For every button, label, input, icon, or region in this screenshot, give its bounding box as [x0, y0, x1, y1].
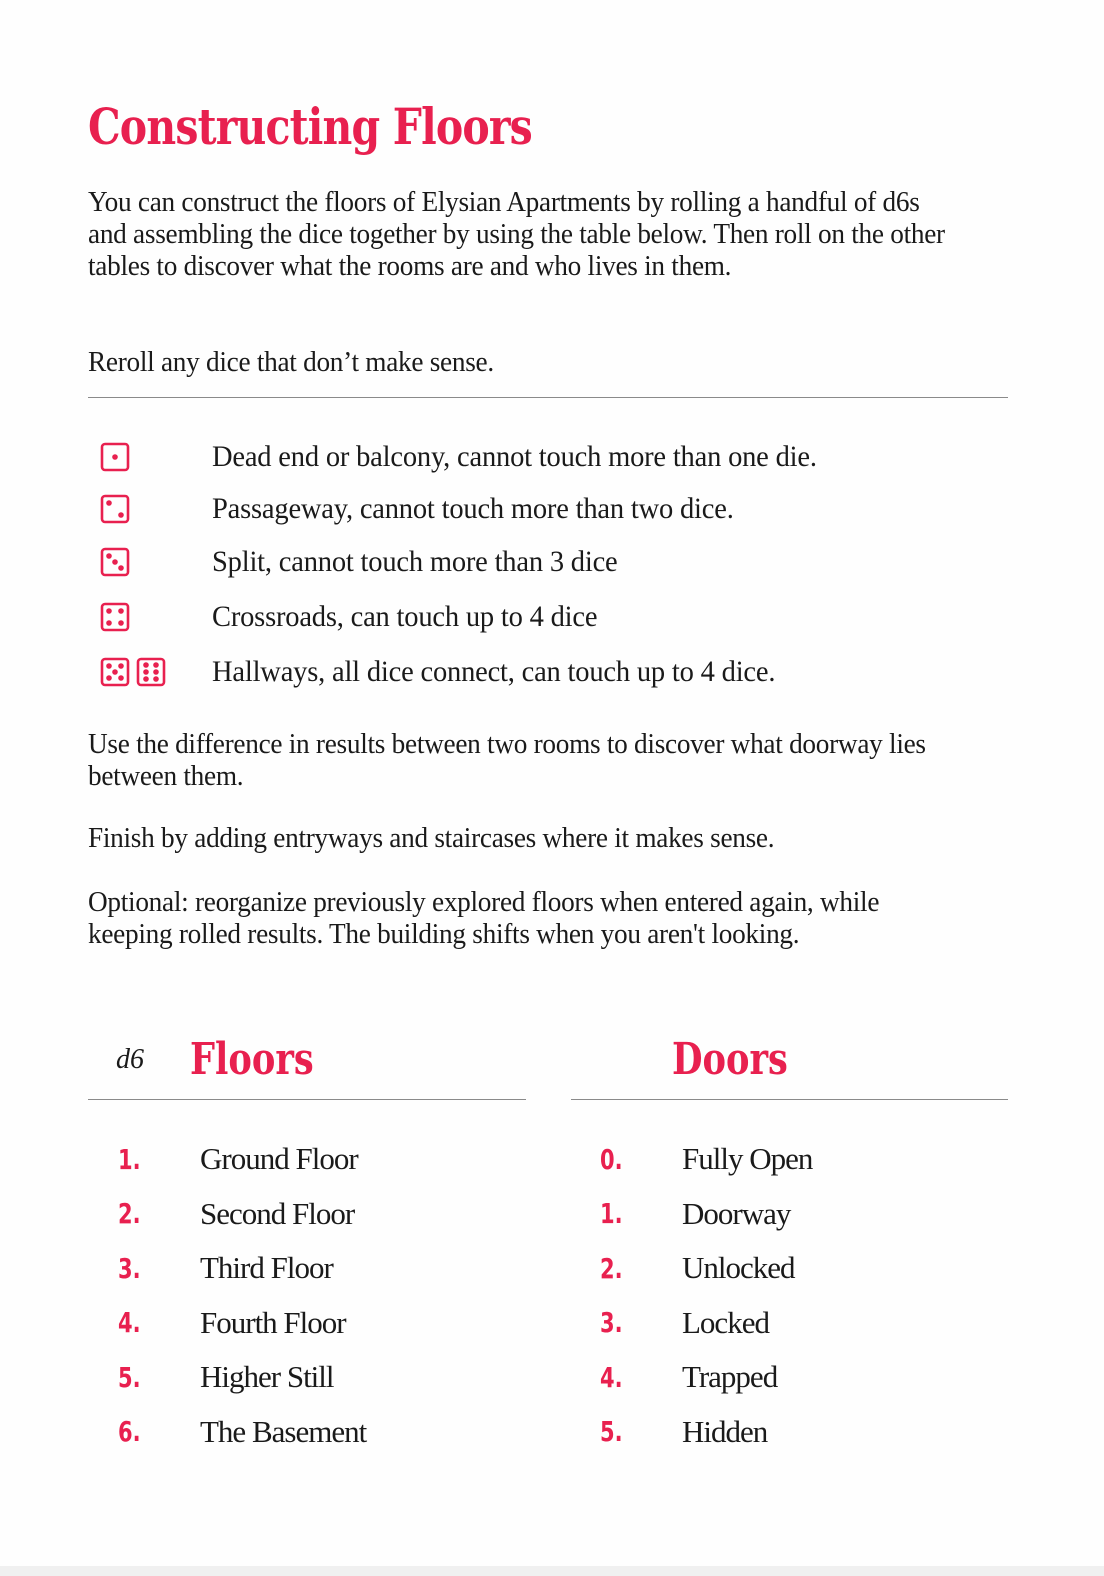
doors-divider: [571, 1099, 1008, 1100]
doors-result-label: Unlocked: [682, 1250, 795, 1286]
dice-table-text: Dead end or balcony, cannot touch more than one die.: [212, 440, 817, 473]
doors-table-row: [600, 1187, 812, 1242]
doors-result-label: Fully Open: [682, 1141, 813, 1177]
die-face-4-icon: [100, 602, 130, 632]
dice-table-row: [100, 489, 761, 529]
doors-roll-number: 3.: [600, 1306, 623, 1340]
floors-table-row: [118, 1241, 366, 1296]
dice-table-row: [100, 652, 805, 692]
die-face-2-icon: [100, 494, 130, 524]
dice-table-row: [100, 597, 618, 637]
die-two-icon: [100, 494, 212, 524]
floors-die-label: d6: [116, 1044, 144, 1075]
die-face-1-icon: [100, 442, 130, 472]
floors-result-label: Ground Floor: [200, 1141, 358, 1177]
doors-roll-number: 1.: [600, 1197, 623, 1231]
doors-table-row: [600, 1132, 812, 1187]
dice-table-row: [100, 542, 639, 582]
dice-table-text: Passageway, cannot touch more than two dice.: [212, 492, 734, 525]
doors-table-row: [600, 1241, 812, 1296]
doors-table-row: [600, 1350, 812, 1405]
optional-paragraph: Optional: reorganize previously explored floors when entered again, while keeping rolled results. The building shifts when you aren't looking.: [88, 886, 880, 950]
page-title: Constructing Floors: [88, 97, 532, 156]
floors-result-label: Higher Still: [200, 1359, 334, 1395]
dice-table-text: Crossroads, can touch up to 4 dice: [212, 600, 598, 633]
floors-table-row: [118, 1350, 366, 1405]
doors-result-label: Trapped: [682, 1359, 778, 1395]
floors-roll-number: 5.: [118, 1360, 141, 1394]
intro-paragraph: You can construct the floors of Elysian Apartments by rolling a handful of d6s and assembling the dice together by using the table below. Then roll on the other tables to discover what the rooms are and who lives in them.: [88, 186, 945, 282]
doors-result-label: Doorway: [682, 1195, 791, 1231]
floors-result-label: The Basement: [200, 1413, 367, 1449]
doors-result-label: Hidden: [682, 1413, 768, 1449]
dice-table-row: [100, 437, 849, 477]
doors-heading: Doors: [672, 1034, 788, 1085]
reroll-paragraph: Reroll any dice that don’t make sense.: [88, 346, 494, 378]
difference-paragraph: Use the difference in results between two rooms to discover what doorway lies between them.: [88, 728, 926, 792]
floors-table-row: [118, 1132, 366, 1187]
floors-result-label: Fourth Floor: [200, 1304, 346, 1340]
floors-roll-number: 4.: [118, 1306, 141, 1340]
die-face-6-icon: [136, 657, 166, 687]
doors-roll-number: 4.: [600, 1360, 623, 1394]
doors-roll-number: 0.: [600, 1142, 623, 1176]
doors-roll-number: 2.: [600, 1251, 623, 1285]
die-face-3-icon: [100, 547, 130, 577]
floors-roll-number: 6.: [118, 1415, 141, 1449]
die-five-six-icon: [100, 657, 212, 687]
die-one-icon: [100, 442, 212, 472]
doors-roll-number: 5.: [600, 1415, 623, 1449]
floors-result-label: Second Floor: [200, 1195, 355, 1231]
floors-result-label: Third Floor: [200, 1250, 333, 1286]
page-bottom-edge: [0, 1566, 1104, 1576]
floors-table-row: [118, 1405, 366, 1460]
floors-table-row: [118, 1187, 366, 1242]
floors-divider: [88, 1099, 526, 1100]
divider: [88, 397, 1008, 398]
floors-table: [118, 1132, 366, 1459]
doors-table-row: [600, 1405, 812, 1460]
die-four-icon: [100, 602, 212, 632]
floors-roll-number: 1.: [118, 1142, 141, 1176]
doors-table: [600, 1132, 812, 1459]
dice-table-text: Split, cannot touch more than 3 dice: [212, 545, 618, 578]
doors-table-row: [600, 1296, 812, 1351]
die-face-5-icon: [100, 657, 130, 687]
floors-heading: Floors: [190, 1034, 314, 1085]
dice-table-text: Hallways, all dice connect, can touch up to 4 dice.: [212, 655, 776, 688]
finish-paragraph: Finish by adding entryways and staircases where it makes sense.: [88, 822, 775, 854]
floors-table-row: [118, 1296, 366, 1351]
doors-result-label: Locked: [682, 1304, 769, 1340]
floors-roll-number: 2.: [118, 1197, 141, 1231]
floors-roll-number: 3.: [118, 1251, 141, 1285]
die-three-icon: [100, 547, 212, 577]
